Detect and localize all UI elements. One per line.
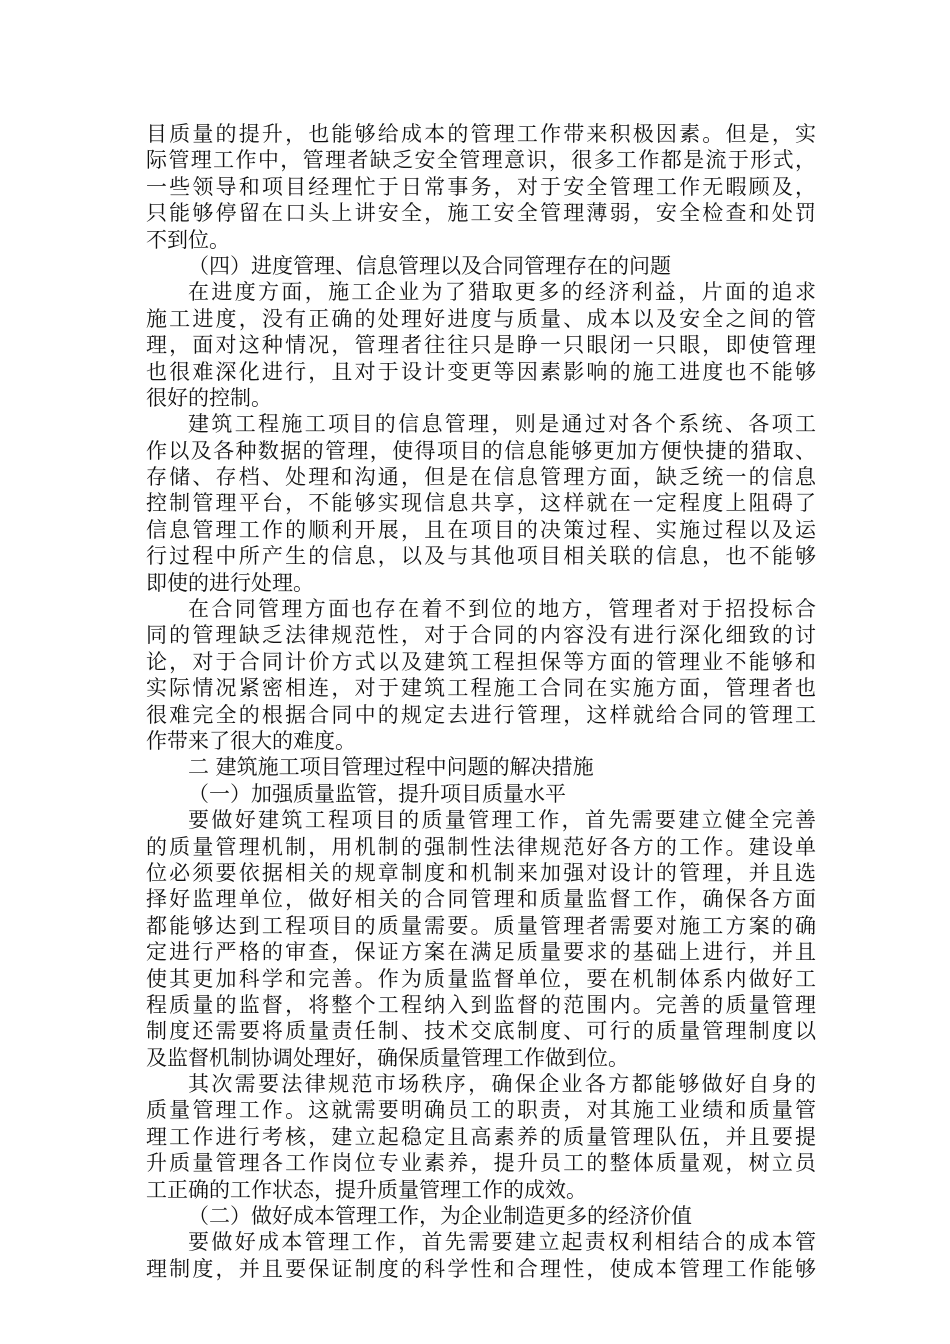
text-line: 同的管理缺乏法律规范性，对于合同的内容没有进行深化细致的讨 xyxy=(146,623,816,648)
text-line: 论，对于合同计价方式以及建筑工程担保等方面的管理业不能够和 xyxy=(146,649,816,674)
text-line: 择好监理单位，做好相关的合同管理和质量监督工作，确保各方面 xyxy=(146,887,816,912)
text-line: 制度还需要将质量责任制、技术交底制度、可行的质量管理制度以 xyxy=(146,1019,816,1044)
text-line: 实际情况紧密相连，对于建筑工程施工合同在实施方面，管理者也 xyxy=(146,676,816,701)
text-line: 控制管理平台，不能够实现信息共享，这样就在一定程度上阻碍了 xyxy=(146,491,816,516)
text-line: 目质量的提升，也能够给成本的管理工作带来积极因素。但是，实 xyxy=(146,122,816,146)
text-line: 的质量管理机制，用机制的强制性法律规范好各方的工作。建设单 xyxy=(146,834,816,859)
text-line: 际管理工作中，管理者缺乏安全管理意识，很多工作都是流于形式， xyxy=(146,148,816,173)
text-line: 位必须要依据相关的规章制度和机制来加强对设计的管理，并且选 xyxy=(146,860,816,885)
text-line: 质量管理工作。这就需要明确员工的职责，对其施工业绩和质量管 xyxy=(146,1098,816,1123)
text-line: 在合同管理方面也存在着不到位的地方，管理者对于招投标合 xyxy=(188,597,816,622)
text-line: 建筑工程施工项目的信息管理，则是通过对各个系统、各项工 xyxy=(188,412,816,437)
text-line: 工正确的工作状态，提升质量管理工作的成效。 xyxy=(146,1177,587,1202)
text-line: 存储、存档、处理和沟通，但是在信息管理方面，缺乏统一的信息 xyxy=(146,465,816,490)
text-line: 行过程中所产生的信息，以及与其他项目相关联的信息，也不能够 xyxy=(146,544,816,569)
text-line: 施工进度，没有正确的处理好进度与质量、成本以及安全之间的管 xyxy=(146,306,816,331)
text-line: 理，面对这种情况，管理者往往只是睁一只眼闭一只眼，即使管理 xyxy=(146,333,816,358)
text-line: 使其更加科学和完善。作为质量监督单位，要在机制体系内做好工 xyxy=(146,966,816,991)
text-line: 作带来了很大的难度。 xyxy=(146,728,356,753)
text-line: 都能够达到工程项目的质量需要。质量管理者需要对施工方案的确 xyxy=(146,913,816,938)
text-line: （一）加强质量监管，提升项目质量水平 xyxy=(188,781,566,806)
text-line: 很好的控制。 xyxy=(146,385,272,410)
text-line: 作以及各种数据的管理，使得项目的信息能够更加方便快捷的猎取、 xyxy=(146,438,816,463)
text-line: 一些领导和项目经理忙于日常事务，对于安全管理工作无暇顾及， xyxy=(146,174,816,199)
text-line: 要做好成本管理工作，首先需要建立起责权利相结合的成本管 xyxy=(188,1230,816,1255)
text-line: 理工作进行考核，建立起稳定且高素养的质量管理队伍，并且要提 xyxy=(146,1124,816,1149)
text-line: 升质量管理各工作岗位专业素养，提升员工的整体质量观，树立员 xyxy=(146,1151,816,1176)
text-line: 信息管理工作的顺利开展，且在项目的决策过程、实施过程以及运 xyxy=(146,517,816,542)
text-line: （二）做好成本管理工作，为企业制造更多的经济价值 xyxy=(188,1204,692,1229)
document-body-text xyxy=(146,121,816,1282)
text-line: 定进行严格的审查，保证方案在满足质量要求的基础上进行，并且 xyxy=(146,940,816,965)
text-line: 在进度方面，施工企业为了猎取更多的经济利益，片面的追求 xyxy=(188,280,816,305)
text-line: 理制度，并且要保证制度的科学性和合理性，使成本管理工作能够 xyxy=(146,1256,816,1281)
text-line: 很难完全的根据合同中的规定去进行管理，这样就给合同的管理工 xyxy=(146,702,816,727)
text-line: 及监督机制协调处理好，确保质量管理工作做到位。 xyxy=(146,1045,629,1070)
text-line: 也很难深化进行，且对于设计变更等因素影响的施工进度也不能够 xyxy=(146,359,816,384)
text-line: 要做好建筑工程项目的质量管理工作，首先需要建立健全完善 xyxy=(188,808,816,833)
text-line: 不到位。 xyxy=(146,227,230,252)
text-line: （四）进度管理、信息管理以及合同管理存在的问题 xyxy=(188,253,671,278)
text-line: 程质量的监督，将整个工程纳入到监督的范围内。完善的质量管理 xyxy=(146,992,816,1017)
text-line: 其次需要法律规范市场秩序，确保企业各方都能够做好自身的 xyxy=(188,1072,816,1097)
text-line: 二 建筑施工项目管理过程中问题的解决措施 xyxy=(188,755,594,780)
text-line: 只能够停留在口头上讲安全，施工安全管理薄弱，安全检查和处罚 xyxy=(146,201,816,226)
text-line: 即使的进行处理。 xyxy=(146,570,314,595)
